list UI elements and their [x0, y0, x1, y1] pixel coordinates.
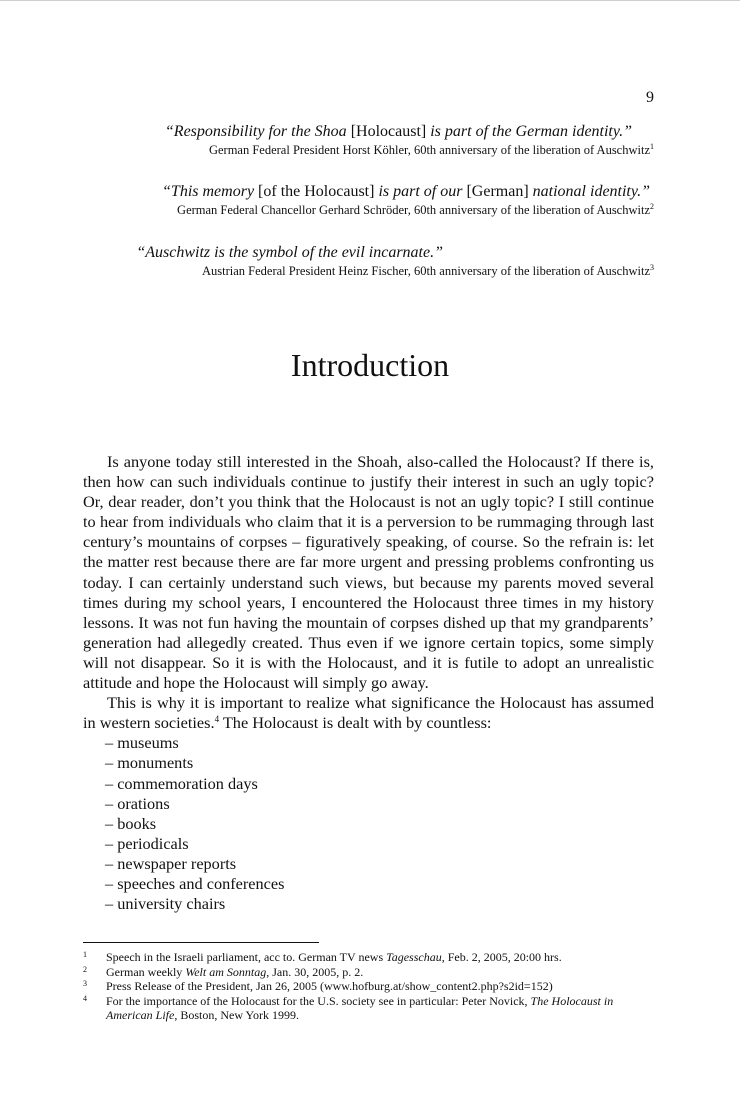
- footnote-part: Welt am Sonntag: [185, 964, 267, 979]
- footnote: [83, 979, 654, 994]
- footnote-part: Speech in the Israeli parliament, acc to. German TV news: [106, 950, 387, 964]
- footnote-number: 4: [83, 993, 87, 1003]
- footnote-part: The Holocaust in American Life: [106, 993, 614, 1022]
- footnote-text: [106, 950, 654, 965]
- footnote: [83, 950, 654, 965]
- footnote: [83, 965, 654, 980]
- footnote-ref[interactable]: 2: [650, 202, 654, 211]
- paragraph: [83, 693, 654, 733]
- footnote-number: 1: [83, 950, 87, 959]
- list-item: – commemoration days: [105, 773, 258, 793]
- list-item: – monuments: [105, 753, 194, 773]
- footnote-text: [106, 994, 654, 1023]
- quote-part: [Holocaust]: [350, 123, 431, 140]
- footnote-ref[interactable]: 3: [650, 263, 654, 272]
- epigraph-quote: [165, 122, 632, 142]
- footnote-text: [106, 965, 654, 980]
- attribution-text: German Federal President Horst Köhler, 60th anniversary of the liberation of Auschwitz: [208, 143, 650, 157]
- footnote-part: For the importance of the Holocaust for the U.S. society see in particular: Peter Novick,: [106, 993, 531, 1008]
- footnote-ref[interactable]: 4: [214, 714, 220, 725]
- list-item: – newspaper reports: [105, 853, 237, 873]
- epigraph-attribution: [165, 142, 654, 158]
- list-item: – books: [105, 813, 157, 833]
- footnote-part: German weekly: [106, 964, 186, 979]
- footnotes: [83, 950, 654, 1023]
- list-item: – periodicals: [105, 833, 189, 853]
- attribution-text: Austrian Federal President Heinz Fischer, 60th anniversary of the liberation of Auschwitz: [202, 264, 650, 278]
- top-border: [0, 0, 740, 1]
- epigraph: [136, 243, 654, 279]
- footnote-separator: [83, 942, 319, 943]
- paragraph-text: The Holocaust is dealt with by countless:: [219, 713, 492, 733]
- quote-part: [of the Holocaust]: [258, 183, 379, 200]
- quote-part: national identity.”: [532, 183, 650, 200]
- epigraph-attribution: [136, 263, 654, 279]
- footnote-part: , Jan. 30, 2005, p. 2.: [266, 964, 364, 979]
- quote-part: “Responsibility for the Shoa: [164, 123, 351, 140]
- footnote-number: 3: [83, 979, 87, 988]
- epigraph-quote: [136, 243, 443, 263]
- epigraph-attribution: [162, 202, 654, 218]
- footnote-text: [106, 979, 654, 994]
- footnote-part: Tagesschau: [386, 950, 442, 964]
- chapter-title: Introduction: [290, 347, 450, 383]
- epigraph: [165, 122, 654, 158]
- quote-part: “This memory: [162, 183, 259, 200]
- page-number: 9: [646, 89, 654, 106]
- list-item: – speeches and conferences: [105, 873, 285, 893]
- quote-part: is part of the German identity.”: [430, 123, 632, 140]
- footnote-part: , Boston, New York 1999.: [174, 1008, 300, 1022]
- footnote: [83, 994, 654, 1023]
- epigraph-quote: [162, 182, 650, 202]
- paragraph: Is anyone today still interested in the Shoah, also-called the Holocaust? If there is, then how can such individuals continue to justify their interest in such an ugly topic? Or, dear reader, don’t you think that the Holocaust is not an ugly topic? I still continue to hear from individuals who claim that it is a perversion to be rummaging through last century’s mountains of corpses – figuratively speaking, of course. So the refrain is: let the matter rest because there are far more urgent and pressing problems confronting us today. I can certainly understand such views, but because my parents moved several times during my school years, I encountered the Holocaust three times in my history lessons. It was not fun having the mountain of corpses dished up that my grandparents’ generation had allegedly created. Thus even if we ignore certain topics, some simply will not disappear. So it is with the Holocaust, and it is futile to adopt an unrealistic attitude and hope the Holocaust will simply go away.: [83, 452, 654, 693]
- footnote-ref[interactable]: 1: [650, 142, 654, 151]
- quote-part: is part of our: [378, 183, 467, 200]
- paragraph-text: This is why it is important to realize what significance the Holocaust has assumed in western societies.: [83, 693, 654, 733]
- list-item: – orations: [105, 793, 170, 813]
- body-text: [83, 452, 654, 914]
- topic-list: [83, 733, 654, 914]
- quote-part: [German]: [466, 183, 533, 200]
- list-item: – museums: [105, 733, 179, 753]
- footnote-part: , Feb. 2, 2005, 20:00 hrs.: [441, 950, 562, 964]
- list-item: – university chairs: [105, 894, 226, 914]
- footnote-number: 2: [83, 964, 87, 974]
- epigraph: [162, 182, 654, 218]
- attribution-text: German Federal Chancellor Gerhard Schröder, 60th anniversary of the liberation of Auschwitz: [177, 203, 650, 217]
- quote-part: “Auschwitz is the symbol of the evil incarnate.”: [136, 244, 443, 261]
- footnote-part: Press Release of the President, Jan 26, 2005 (www.hofburg.at/show_content2.php?s2id=152): [106, 979, 553, 993]
